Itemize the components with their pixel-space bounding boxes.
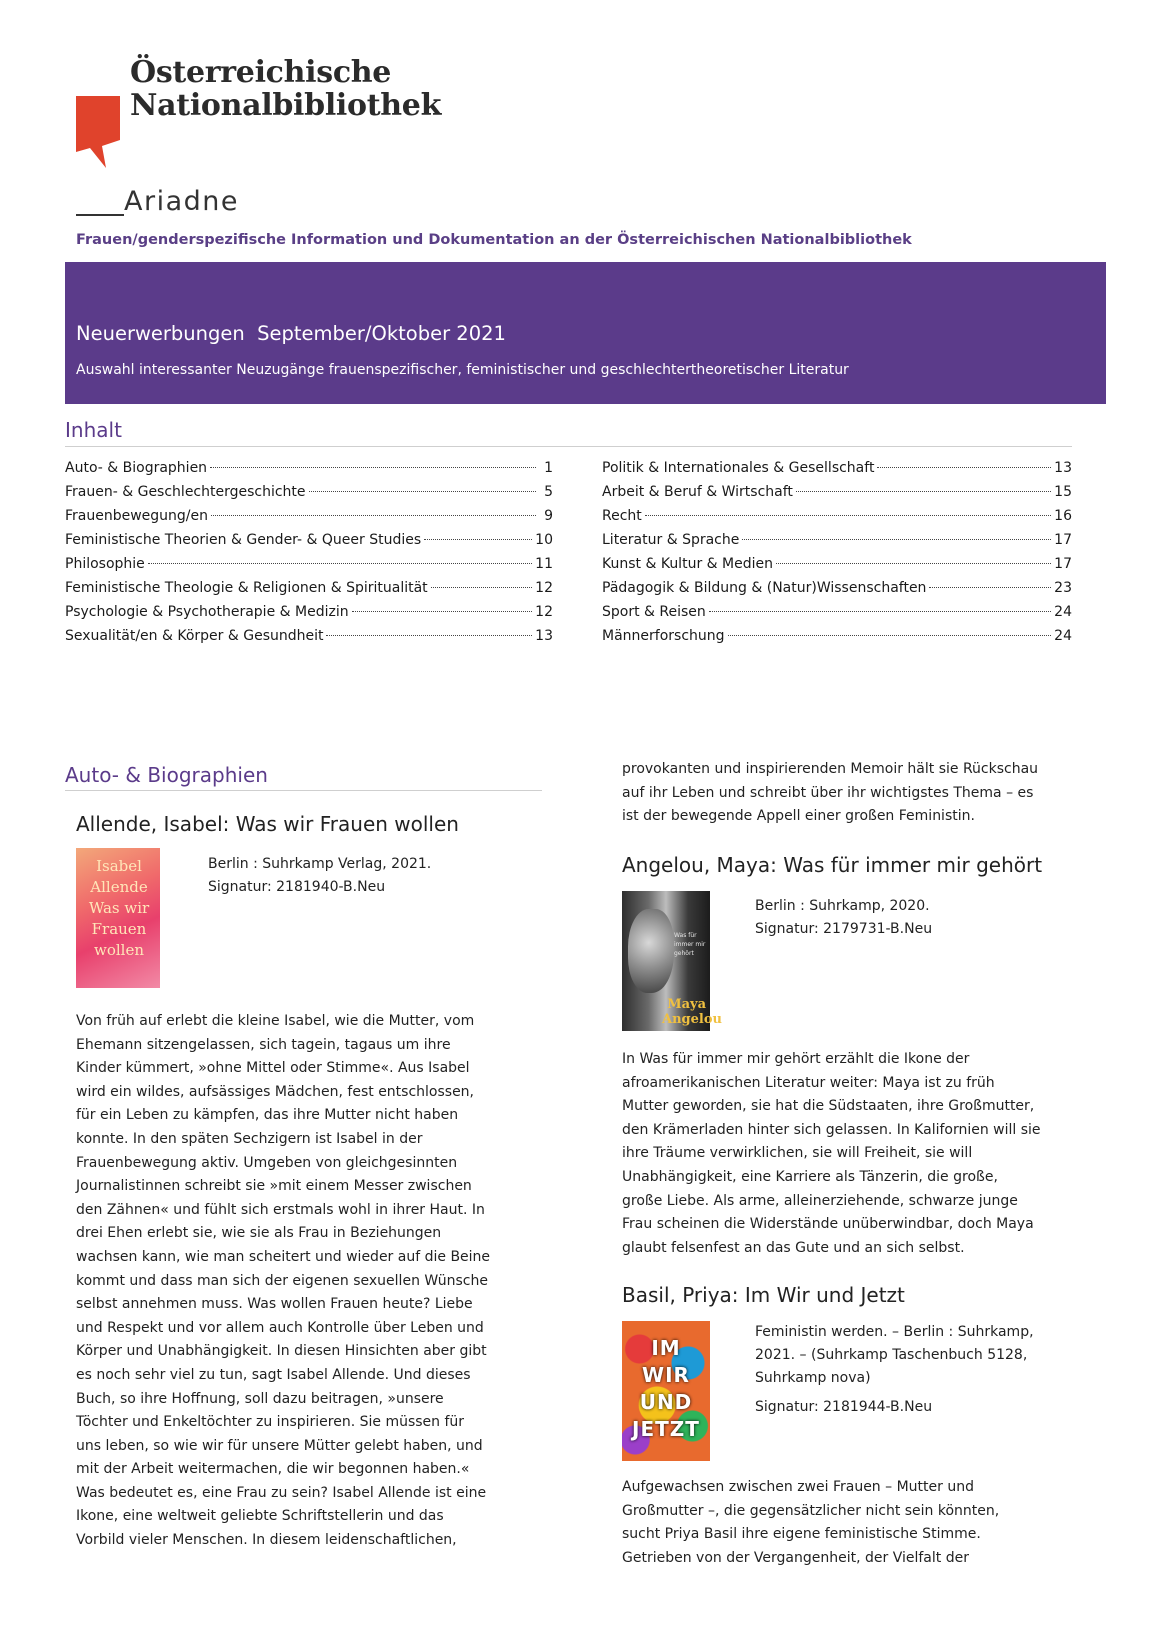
toc-leader: [352, 611, 533, 612]
book-meta-allende: [208, 853, 431, 899]
toc-heading: Inhalt: [65, 418, 122, 442]
toc-item[interactable]: [602, 508, 1072, 528]
toc-label: Frauenbewegung/en: [65, 508, 209, 524]
cover-line: Isabel: [96, 857, 142, 875]
signatur: Signatur: 2179731-B.Neu: [755, 921, 933, 937]
toc-label: Psychologie & Psychotherapie & Medizin: [65, 604, 349, 620]
text-line: Frau scheinen die Widerstände unüberwindbar, doch Maya: [622, 1216, 1034, 1233]
toc-page: 24: [1054, 628, 1072, 644]
toc-item[interactable]: [65, 532, 553, 552]
toc-label: Literatur & Sprache: [602, 532, 740, 548]
toc-leader: [796, 491, 1051, 492]
toc-leader: [431, 587, 533, 588]
cover-line: Was wir: [88, 899, 150, 917]
text-line: Frauenbewegung aktiv. Umgeben von gleichgesinnten: [76, 1154, 458, 1171]
book-meta-angelou: [755, 895, 932, 941]
text-line: Aufgewachsen zwischen zwei Frauen – Mutter und: [622, 1479, 974, 1495]
toc-item[interactable]: [65, 460, 553, 480]
section-heading: Auto- & Biographien: [65, 763, 268, 787]
toc-page: 12: [535, 580, 553, 596]
toc-label: Recht: [602, 508, 642, 524]
book-meta-basil: [755, 1321, 1034, 1419]
toc-label: Philosophie: [65, 556, 145, 572]
text-line: für ein Leben zu kämpfen, das ihre Mutter nicht haben: [76, 1107, 459, 1124]
toc-item[interactable]: [65, 628, 553, 648]
toc-item[interactable]: [65, 484, 553, 504]
toc-leader: [424, 539, 532, 540]
toc-page: 17: [1054, 556, 1072, 572]
text-line: Journalistinnen schreibt sie »mit einem Messer zwischen: [76, 1178, 472, 1195]
ariadne-wordmark: Ariadne: [124, 186, 239, 217]
onb-logo-text: [130, 56, 441, 122]
toc-leader: [326, 635, 532, 636]
book-cover-basil: [622, 1321, 710, 1461]
cover-line: Allende: [90, 878, 148, 896]
text-line: kommt und dass man sich der eigenen sexuellen Wünsche: [76, 1272, 488, 1289]
text-line: wird ein wildes, aufsässiges Mädchen, fest entschlossen,: [76, 1083, 475, 1100]
text-line: den Zähnen« und fühlt sich erstmals wohl in ihrer Haut. In: [76, 1201, 485, 1218]
book-description-allende-cont: [622, 758, 1038, 829]
toc-leader: [776, 563, 1051, 564]
text-line: Getrieben von der Vergangenheit, der Vielfalt der: [622, 1549, 969, 1566]
text-line: Mutter geworden, sie hat die Südstaaten, ihre Großmutter,: [622, 1098, 1035, 1115]
toc-page: 13: [1054, 460, 1072, 476]
toc-page: 11: [535, 556, 553, 572]
toc-leader: [742, 539, 1051, 540]
text-line: Großmutter –, die gegensätzlicher nicht sein könnten,: [622, 1502, 1000, 1519]
text-line: große Liebe. Als arme, alleinerziehende, schwarze junge: [622, 1192, 1018, 1209]
text-line: Ikone, eine weltweit geliebte Schriftstellerin und das: [76, 1508, 444, 1525]
ariadne-rule: [76, 214, 124, 216]
toc-label: Männerforschung: [602, 628, 725, 644]
text-line: Vorbild vieler Menschen. In diesem leidenschaftlichen,: [76, 1532, 457, 1549]
toc-page: 5: [544, 484, 553, 500]
text-line: In Was für immer mir gehört erzählt die Ikone der: [622, 1051, 970, 1067]
cover-text: [84, 856, 154, 961]
toc-leader: [211, 515, 536, 516]
toc-leader: [728, 635, 1052, 636]
toc-label: Politik & Internationales & Gesellschaft: [602, 460, 875, 476]
text-line: konnte. In den späten Sechzigern ist Isabel in der: [76, 1130, 423, 1147]
text-line: Was bedeutet es, eine Frau zu sein? Isabel Allende ist eine: [76, 1484, 487, 1501]
meta-line: 2021. – (Suhrkamp Taschenbuch 5128,: [755, 1347, 1028, 1363]
text-line: sucht Priya Basil ihre eigene feministische Stimme.: [622, 1526, 981, 1543]
toc-label: Feministische Theologie & Religionen & Spiritualität: [65, 580, 428, 596]
toc-label: Arbeit & Beruf & Wirtschaft: [602, 484, 793, 500]
toc-leader: [148, 563, 532, 564]
toc-leader: [210, 467, 536, 468]
cover-line: IM: [651, 1336, 681, 1360]
cover-line: Frauen: [91, 920, 147, 938]
toc-item[interactable]: [602, 532, 1072, 552]
book-cover-allende: [76, 848, 160, 988]
toc-page: 13: [535, 628, 553, 644]
banner-subtitle: Auswahl interessanter Neuzugänge frauenspezifischer, feministischer und geschlechtertheoretischer Literatur: [76, 362, 849, 378]
toc-page: 12: [535, 604, 553, 620]
book-title-allende: Allende, Isabel: Was wir Frauen wollen: [76, 812, 459, 836]
logo-line-1: Österreichische: [130, 55, 392, 90]
text-line: und Respekt und vor allem auch Kontrolle über Leben und: [76, 1319, 484, 1336]
section-rule: [65, 790, 542, 791]
text-line: drei Ehen erlebt sie, wie sie als Frau in Beziehungen: [76, 1225, 442, 1242]
toc-item[interactable]: [602, 460, 1072, 480]
toc-page: 16: [1054, 508, 1072, 524]
onb-logo-icon: [76, 96, 120, 168]
publisher: Berlin : Suhrkamp Verlag, 2021.: [208, 856, 432, 872]
toc-label: Kunst & Kultur & Medien: [602, 556, 773, 572]
toc-page: 23: [1054, 580, 1072, 596]
toc-leader: [877, 467, 1051, 468]
toc-label: Sexualität/en & Körper & Gesundheit: [65, 628, 324, 644]
book-description-allende: [76, 1010, 490, 1553]
cover-line: WIR: [642, 1363, 690, 1387]
text-line: Körper und Unabhängigkeit. In diesen Hinsichten aber gibt: [76, 1343, 487, 1360]
book-title-angelou: Angelou, Maya: Was für immer mir gehört: [622, 853, 1043, 877]
portrait-image: [628, 909, 674, 993]
text-line: ihre Träume verwirklichen, sie will Freiheit, sie will: [622, 1145, 973, 1162]
text-line: auf ihr Leben und schreibt über ihr wichtigstes Thema – es: [622, 784, 1034, 801]
cover-line: JETZT: [632, 1417, 700, 1441]
toc-rule: [65, 446, 1072, 447]
meta-line: Feministin werden. – Berlin : Suhrkamp,: [755, 1324, 1034, 1340]
text-line: Ehemann sitzengelassen, sich tagein, tagaus um ihre: [76, 1036, 451, 1053]
toc-label: Sport & Reisen: [602, 604, 706, 620]
cover-text: Was für immer mir gehört: [674, 932, 706, 957]
signatur: Signatur: 2181944-B.Neu: [755, 1399, 933, 1415]
toc-item[interactable]: [602, 628, 1072, 648]
toc-item[interactable]: [65, 508, 553, 528]
text-line: Töchter und Enkeltöchter zu inspirieren. Sie müssen für: [76, 1414, 465, 1431]
toc-leader: [309, 491, 536, 492]
book-description-basil: [622, 1476, 999, 1570]
cover-line: UND: [639, 1390, 693, 1414]
text-line: uns leben, so wie wir für unsere Mütter gelebt haben, und: [76, 1437, 483, 1454]
toc-item[interactable]: [602, 580, 1072, 600]
toc-label: Auto- & Biographien: [65, 460, 208, 476]
cover-author: Maya Angelou: [662, 997, 722, 1027]
text-line: Unabhängigkeit, eine Karriere als Tänzerin, die große,: [622, 1168, 998, 1185]
meta-line: Suhrkamp nova): [755, 1370, 871, 1386]
text-line: ist der bewegende Appell einer großen Feministin.: [622, 808, 975, 825]
toc-leader: [645, 515, 1051, 516]
book-description-angelou: [622, 1048, 1041, 1260]
book-cover-angelou: [622, 891, 722, 1031]
text-line: mit der Arbeit weitermachen, die wir begonnen haben.«: [76, 1461, 470, 1478]
toc-label: Frauen- & Geschlechtergeschichte: [65, 484, 306, 500]
publisher: Berlin : Suhrkamp, 2020.: [755, 898, 930, 914]
text-line: afroamerikanischen Literatur weiter: Maya ist zu früh: [622, 1074, 995, 1091]
cover-line: wollen: [93, 941, 144, 959]
text-line: es noch sehr viel zu tun, sagt Isabel Allende. Und dieses: [76, 1366, 471, 1383]
toc-page: 24: [1054, 604, 1072, 620]
text-line: den Krämerladen hinter sich gelassen. In Kalifornien will sie: [622, 1121, 1041, 1138]
toc-item[interactable]: [602, 604, 1072, 624]
text-line: Kinder kümmert, »ohne Mittel oder Stimme«. Aus Isabel: [76, 1060, 470, 1077]
text-line: selbst annehmen muss. Was wollen Frauen heute? Liebe: [76, 1296, 473, 1313]
logo-line-2: Nationalbibliothek: [130, 88, 442, 123]
toc-item[interactable]: [602, 556, 1072, 576]
toc-page: 1: [544, 460, 553, 476]
cover-text: [628, 1335, 704, 1443]
toc-page: 17: [1054, 532, 1072, 548]
toc-page: 9: [544, 508, 553, 524]
banner-title: Neuerwerbungen September/Oktober 2021: [76, 322, 506, 345]
toc-item[interactable]: [65, 556, 553, 576]
signatur: Signatur: 2181940-B.Neu: [208, 879, 386, 895]
toc-page: 15: [1054, 484, 1072, 500]
toc-leader: [929, 587, 1051, 588]
text-line: glaubt felsenfest an das Gute und an sich selbst.: [622, 1239, 965, 1256]
toc-leader: [709, 611, 1051, 612]
toc-item[interactable]: [65, 604, 553, 624]
toc-label: Feministische Theorien & Gender- & Queer Studies: [65, 532, 422, 548]
toc-page: 10: [535, 532, 553, 548]
text-line: Buch, so ihre Hoffnung, soll dazu beitragen, »unsere: [76, 1390, 444, 1407]
toc-item[interactable]: [602, 484, 1072, 504]
text-line: Von früh auf erlebt die kleine Isabel, wie die Mutter, vom: [76, 1013, 475, 1029]
toc-item[interactable]: [65, 580, 553, 600]
text-line: wachsen kann, wie man scheitert und wieder auf die Beine: [76, 1248, 491, 1265]
text-line: provokanten und inspirierenden Memoir hält sie Rückschau: [622, 761, 1039, 777]
tagline: Frauen/genderspezifische Information und Dokumentation an der Österreichischen Nationalbibliothek: [76, 232, 912, 248]
book-title-basil: Basil, Priya: Im Wir und Jetzt: [622, 1283, 905, 1307]
toc-label: Pädagogik & Bildung & (Natur)Wissenschaften: [602, 580, 927, 596]
